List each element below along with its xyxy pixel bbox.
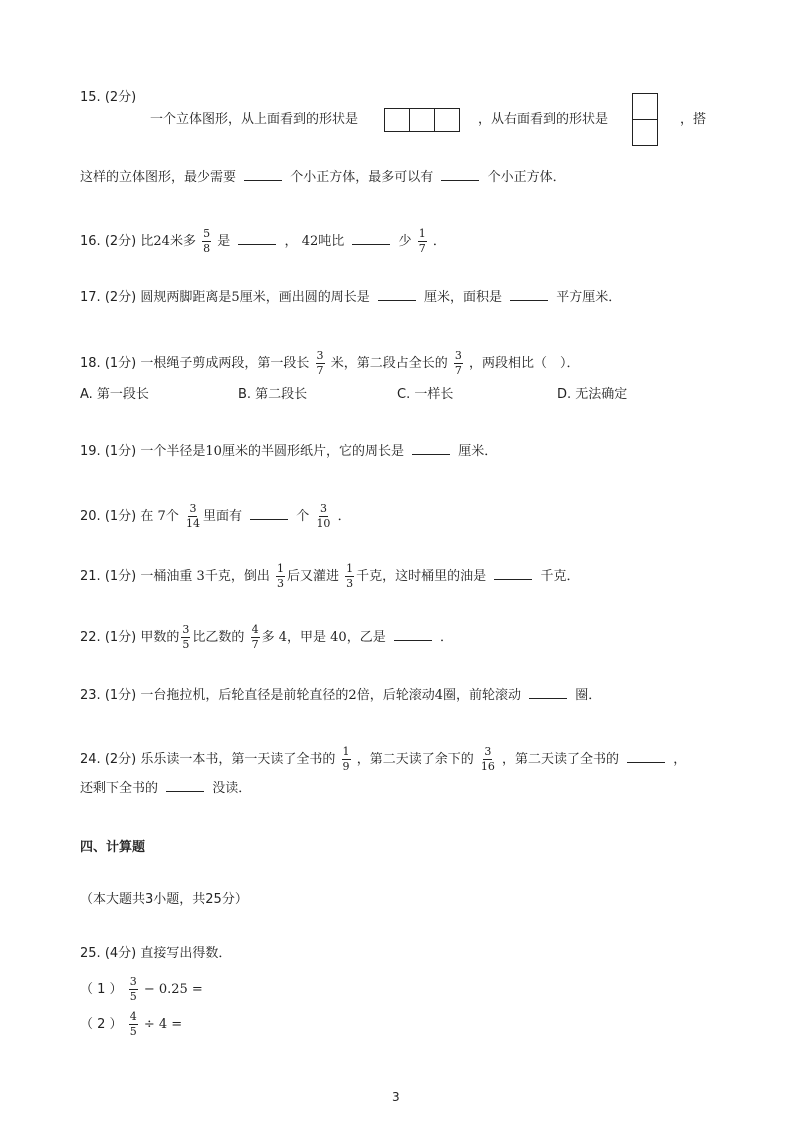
answer-blank[interactable] (238, 232, 276, 245)
fraction (345, 563, 354, 590)
q22-value: 4 (278, 630, 287, 645)
answer-blank[interactable] (441, 168, 479, 181)
right-view-cell (632, 93, 658, 120)
q22-text: 比乙数的 (192, 630, 245, 645)
question-number: 22. (80, 630, 101, 645)
denominator: 7 (316, 364, 324, 377)
denominator: 3 (276, 577, 284, 590)
q15-text: ，搭 (680, 112, 707, 127)
numerator: 3 (189, 502, 197, 515)
q16-text: 米多 (169, 234, 196, 249)
numerator: 4 (129, 1010, 137, 1023)
q19-value: 10 (205, 444, 222, 459)
question-number: 15. (80, 90, 101, 105)
q24-text: 没读． (212, 781, 252, 796)
numerator: 3 (484, 745, 492, 758)
denominator: 14 (185, 517, 200, 530)
q22-text: ，乙是 (346, 630, 386, 645)
q24-line1 (80, 746, 686, 773)
answer-blank[interactable] (627, 750, 665, 763)
denominator: 7 (418, 242, 426, 255)
q19 (80, 442, 497, 462)
q17-text: 厘米，面积是 (423, 290, 502, 305)
fraction (276, 563, 285, 590)
q15-line1 (150, 110, 358, 130)
answer-blank[interactable] (412, 442, 450, 455)
q17-text: 平方厘米． (556, 290, 622, 305)
q24-line2 (80, 779, 251, 799)
q23-text: 圈，前轮滚动 (442, 688, 521, 703)
q23 (80, 686, 601, 706)
option-d[interactable]: D. 无法确定 (557, 387, 628, 402)
denominator: 7 (454, 364, 462, 377)
q19-text: 厘米． (458, 444, 498, 459)
q16-value: 24 (153, 234, 170, 249)
q22-text: ，甲是 (287, 630, 327, 645)
page-number: 3 (392, 1090, 400, 1104)
q16-text: 比 (140, 234, 154, 249)
question-score: (1分) (104, 509, 137, 524)
expression: − 0.25 = (143, 982, 203, 997)
numerator: 3 (319, 502, 327, 515)
q20-value: 7 (157, 509, 166, 524)
q15-text: 个小正方体，最多可以有 (290, 170, 434, 185)
question-score: (4分) (104, 946, 137, 961)
question-score: (1分) (104, 688, 137, 703)
numerator: 3 (129, 975, 137, 988)
top-view-figure (384, 108, 459, 132)
option-c[interactable]: C. 一样长 (397, 387, 454, 402)
question-number: 25. (80, 946, 101, 961)
q15-text: 个小正方体． (487, 170, 566, 185)
q21-value: 3 (196, 569, 205, 584)
q18-text: 米，第二段占全长的 (330, 356, 448, 371)
q22-text: ． (440, 630, 454, 645)
q19-text: 厘米的半圆形纸片，它的周长是 (221, 444, 404, 459)
q15-line1b (478, 110, 608, 130)
q20-text: 个 (165, 509, 179, 524)
q22-text: 多 (261, 630, 275, 645)
fraction (316, 350, 325, 377)
right-view-figure (632, 93, 658, 145)
q21-text: 一桶油重 (140, 569, 193, 584)
denominator: 5 (129, 1025, 137, 1038)
q23-value: 4 (434, 688, 443, 703)
q20-text: ． (337, 509, 351, 524)
fraction (480, 746, 496, 773)
numerator: 1 (276, 562, 284, 575)
numerator: 3 (316, 349, 324, 362)
question-score: (2分) (104, 234, 137, 249)
denominator: 5 (129, 990, 137, 1003)
question-score: (1分) (104, 630, 137, 645)
question-score: (1分) (104, 444, 137, 459)
q18-text: 一根绳子剪成两段，第一段长 (140, 356, 310, 371)
denominator: 5 (182, 638, 190, 651)
question-number: 20. (80, 509, 101, 524)
q15-text: ，从右面看到的形状是 (478, 112, 609, 127)
q15-text: 一个立体图形，从上面看到的形状是 (150, 112, 359, 127)
fraction (418, 228, 427, 255)
q18 (80, 350, 580, 377)
top-view-cell (384, 108, 410, 132)
denominator: 7 (251, 638, 259, 651)
question-score: (2分) (104, 752, 137, 767)
answer-blank[interactable] (394, 628, 432, 641)
question-score: (1分) (104, 356, 137, 371)
expression: ÷ 4 = (143, 1017, 183, 1032)
fraction (202, 228, 211, 255)
fraction (342, 746, 351, 773)
q21-text: 千克． (540, 569, 580, 584)
q15-line2 (80, 168, 566, 188)
q20 (80, 503, 351, 530)
right-view-cell (632, 119, 658, 146)
q16-text: 吨比 (318, 234, 345, 249)
q24-text: 还剩下全书的 (80, 781, 159, 796)
q17 (80, 288, 621, 308)
section-title: 四、计算题 (80, 840, 146, 855)
denominator: 10 (316, 517, 331, 530)
q22-value: 40 (330, 630, 347, 645)
answer-blank[interactable] (352, 232, 390, 245)
question-score: (2分) (104, 290, 137, 305)
numerator: 4 (251, 623, 259, 636)
q16-text: ． (432, 234, 446, 249)
q16-text: ， (284, 234, 298, 249)
q24-text: ，第二天读了余下的 (356, 752, 474, 767)
q25-text: 直接写出得数． (140, 946, 232, 961)
question-number: 23. (80, 688, 101, 703)
q23-text: 倍，后轮滚动 (356, 688, 435, 703)
q15-text: 这样的立体图形，最少需要 (80, 170, 237, 185)
option-b[interactable]: B. 第二段长 (238, 387, 308, 402)
q25-item-2 (80, 1011, 182, 1038)
q20-text: 个 (296, 509, 310, 524)
answer-blank[interactable] (529, 686, 567, 699)
q23-text: 一台拖拉机，后轮直径是前轮直径的 (140, 688, 349, 703)
numerator: 3 (182, 623, 190, 636)
q20-text: 里面有 (202, 509, 242, 524)
q17-value: 5 (231, 290, 240, 305)
question-number: 17. (80, 290, 101, 305)
answer-blank[interactable] (510, 288, 548, 301)
question-number: 16. (80, 234, 101, 249)
q22-text: 甲数的 (140, 630, 180, 645)
numerator: 3 (454, 349, 462, 362)
q24-text: ， (673, 752, 687, 767)
q17-text: 厘米，画出圆的周长是 (239, 290, 370, 305)
q16-text: 少 (398, 234, 412, 249)
question-number: 18. (80, 356, 101, 371)
q25-header (80, 944, 231, 964)
answer-blank[interactable] (244, 168, 282, 181)
q22 (80, 624, 453, 651)
numerator: 1 (418, 227, 426, 240)
fraction (129, 976, 138, 1003)
answer-blank[interactable] (494, 567, 532, 580)
q15-line1c (680, 110, 706, 130)
item-label: （ 1 ） (80, 982, 123, 997)
q21-text: 千克，这时桶里的油是 (356, 569, 487, 584)
top-view-cell (409, 108, 435, 132)
fraction (454, 350, 463, 377)
q23-value: 2 (348, 688, 357, 703)
q19-text: 一个半径是 (140, 444, 206, 459)
answer-blank[interactable] (166, 779, 204, 792)
answer-blank[interactable] (378, 288, 416, 301)
question-number: 24. (80, 752, 101, 767)
question-number: 21. (80, 569, 101, 584)
numerator: 1 (342, 745, 350, 758)
q16 (80, 228, 446, 255)
fraction (185, 503, 201, 530)
fraction (251, 624, 260, 651)
q18-text: ，两段相比（ ）． (468, 356, 580, 371)
q16-value: 42 (301, 234, 319, 249)
answer-blank[interactable] (250, 507, 288, 520)
question-number: 19. (80, 444, 101, 459)
numerator: 1 (346, 562, 354, 575)
q21-text: 后又灌进 (286, 569, 339, 584)
fraction (315, 503, 331, 530)
fraction (181, 624, 190, 651)
q17-text: 圆规两脚距离是 (140, 290, 232, 305)
top-view-cell (434, 108, 460, 132)
q20-text: 在 (140, 509, 154, 524)
option-a[interactable]: A. 第一段长 (80, 387, 149, 402)
q24-text: 乐乐读一本书，第一天读了全书的 (140, 752, 336, 767)
fraction (129, 1011, 138, 1038)
q21-text: 千克，倒出 (204, 569, 270, 584)
q15-header (80, 88, 136, 108)
denominator: 3 (346, 577, 354, 590)
denominator: 9 (342, 760, 350, 773)
q25-item-1 (80, 976, 203, 1003)
item-label: （ 2 ） (80, 1017, 123, 1032)
q21 (80, 563, 579, 590)
question-score: (1分) (104, 569, 137, 584)
denominator: 16 (480, 760, 495, 773)
q24-text: ，第二天读了全书的 (501, 752, 619, 767)
denominator: 8 (203, 242, 211, 255)
q16-text: 是 (217, 234, 231, 249)
section-description: （本大题共3小题，共25分） (80, 892, 248, 907)
question-score: (2分) (104, 90, 137, 105)
numerator: 5 (203, 227, 211, 240)
q23-text: 圈． (575, 688, 602, 703)
